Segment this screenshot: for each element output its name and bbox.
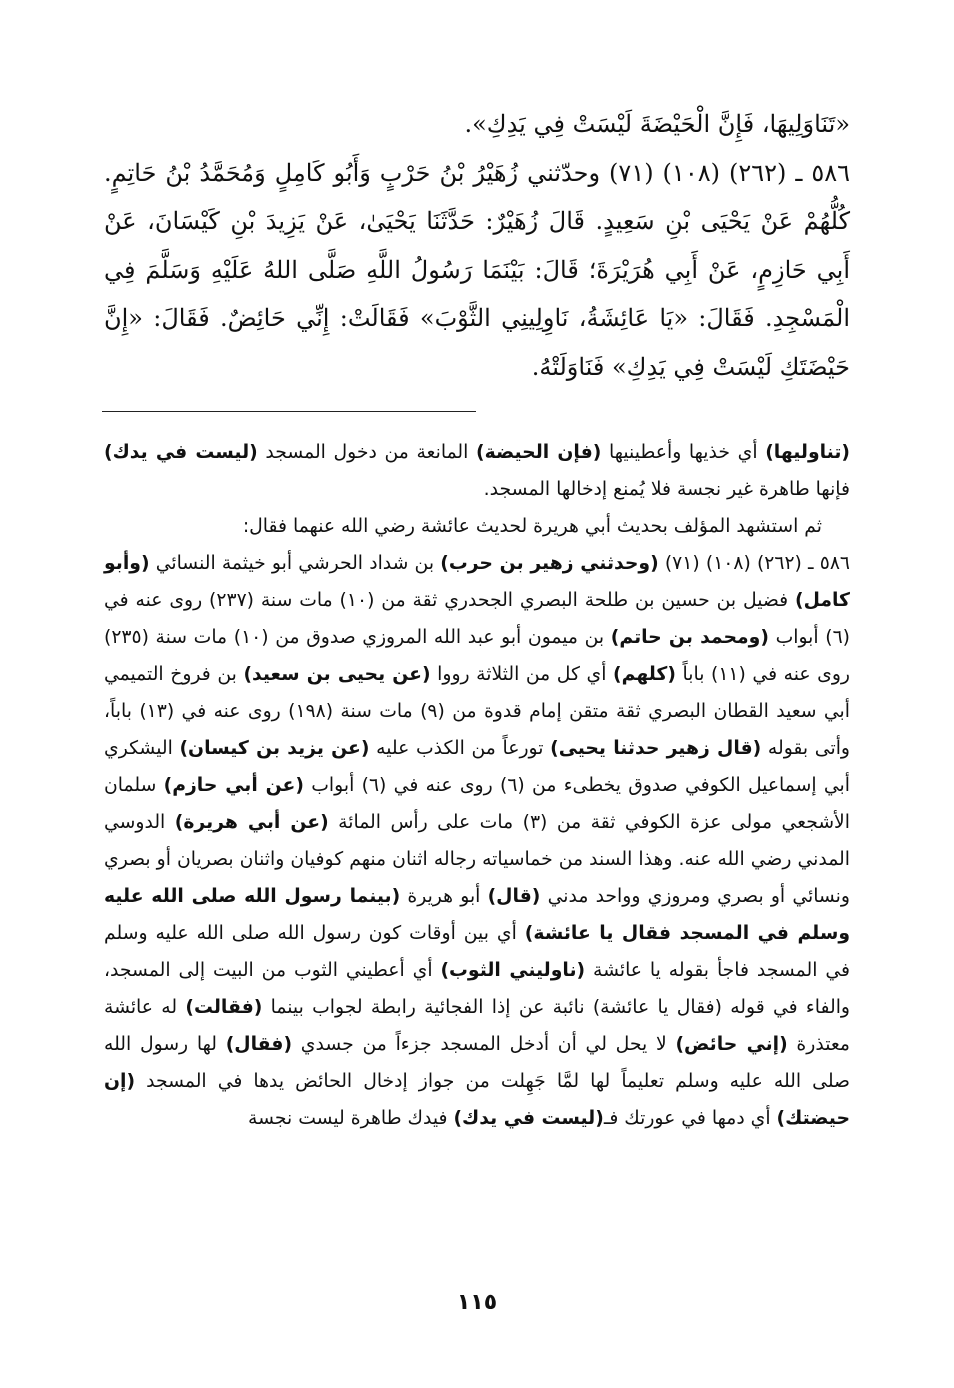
hadith-text-block <box>104 100 850 391</box>
commentary-paragraph-2: ثم استشهد المؤلف بحديث أبي هريرة لحديث عائشة رضي الله عنهما فقال: <box>242 516 822 537</box>
previous-hadith-ending: «تَنَاوَلِيهَا، فَإِنَّ الْحَيْضَةَ لَيْسَتْ فِي يَدِكِ». <box>464 110 850 138</box>
commentary-paragraph-3: ٥٨٦ ـ (٢٦٢) (١٠٨) (٧١) (وحدثني زهير بن حرب) بن شداد الحرشي أبو خيثمة النسائي (وأبو كامل) فضيل بن حسين بن طلحة البصري الجحدري ثقة من (١٠) مات سنة (٢٣٧) روى عنه في (٦) أبواب (ومحمد بن حاتم) بن ميمون أبو عبد الله المروزي صدوق من (١٠) مات سنة (٢٣٥) روى عنه في (١١) باباً (كلهم) أي كل من الثلاثة رووا (عن يحيى بن سعيد) بن فروخ التميمي أبي سعيد القطان البصري ثقة متقن إمام قدوة من (٩) مات سنة (١٩٨) روى عنه في (١٣) باباً، وأتى بقوله (قال زهير حدثنا يحيى) تورعاً من الكذب عليه (عن يزيد بن كيسان) اليشكري أبي إسماعيل الكوفي صدوق يخطىء من (٦) روى عنه في (٦) أبواب (عن أبي حازم) سلمان الأشجعي مولى عزة الكوفي ثقة من (٣) مات على رأس المائة (عن أبي هريرة) الدوسي المدني رضي الله عنه. وهذا السند من خماسياته رجاله اثنان منهم كوفيان واثنان بصريان أو بصري ونسائي أو بصري ومروزي وواحد مدني (قال) أبو هريرة (بينما رسول الله صلى الله عليه وسلم في المسجد فقال يا عائشة) أي بين أوقات كون رسول الله صلى الله عليه وسلم في المسجد فاجأ بقوله يا عائشة (ناوليني الثوب) أي أعطيني الثوب من البيت إلى المسجد، والفاء في قوله (فقال يا عائشة) نائبة عن إذا الفجائية رابطة لجواب بينما (فقالت) له عائشة معتذرة (إني حائض) لا يحل لي أن أدخل المسجد جزءاً من جسدي (فقال) لها رسول الله صلى الله عليه وسلم تعليماً لها لمَّا جَهِلت من جواز إدخال الحائض يدها في المسجد (إن حيضتك) أي دمها في عورتك فـ(ليست في يدك) فيدك طاهرة ليست نجسة <box>104 553 851 1129</box>
footnote-divider <box>102 411 476 412</box>
page-number: ١١٥ <box>456 1290 498 1315</box>
hadith-586: ٥٨٦ ـ (٢٦٢) (١٠٨) (٧١) وحدّثني زُهَيْرُ بْنُ حَرْبٍ وَأَبُو كَامِلٍ وَمُحَمَّدُ بْنُ حَاتِمٍ. كُلُّهُمْ عَنْ يَحْيَى بْنِ سَعِيدٍ. قَالَ زُهَيْرٌ: حَدَّثَنَا يَحْيَىٰ، عَنْ يَزِيدَ بْنِ كَيْسَانَ، عَنْ أَبِي حَازِمٍ، عَنْ أَبِي هُرَيْرَةَ؛ قَالَ: بَيْنَمَا رَسُولُ اللَّهِ صَلَّى اللهُ عَلَيْهِ وَسَلَّمَ فِي الْمَسْجِدِ. فَقَالَ: «يَا عَائِشَةُ، نَاوِلِينِي الثَّوْبَ» فَقَالَتْ: إِنِّي حَائِضٌ. فَقَالَ: «إِنَّ حَيْضَتَكِ لَيْسَتْ فِي يَدِكِ» فَنَاوَلَتْهُ. <box>104 158 851 381</box>
commentary-block <box>104 434 850 1137</box>
commentary-paragraph-1: (تناوليها) أي خذيها وأعطينيها (فإن الحيضة) المانعة من دخول المسجد (ليست في يدك) فإنها طاهرة غير نجسة فلا يُمنع إدخالها المسجد. <box>104 442 850 500</box>
